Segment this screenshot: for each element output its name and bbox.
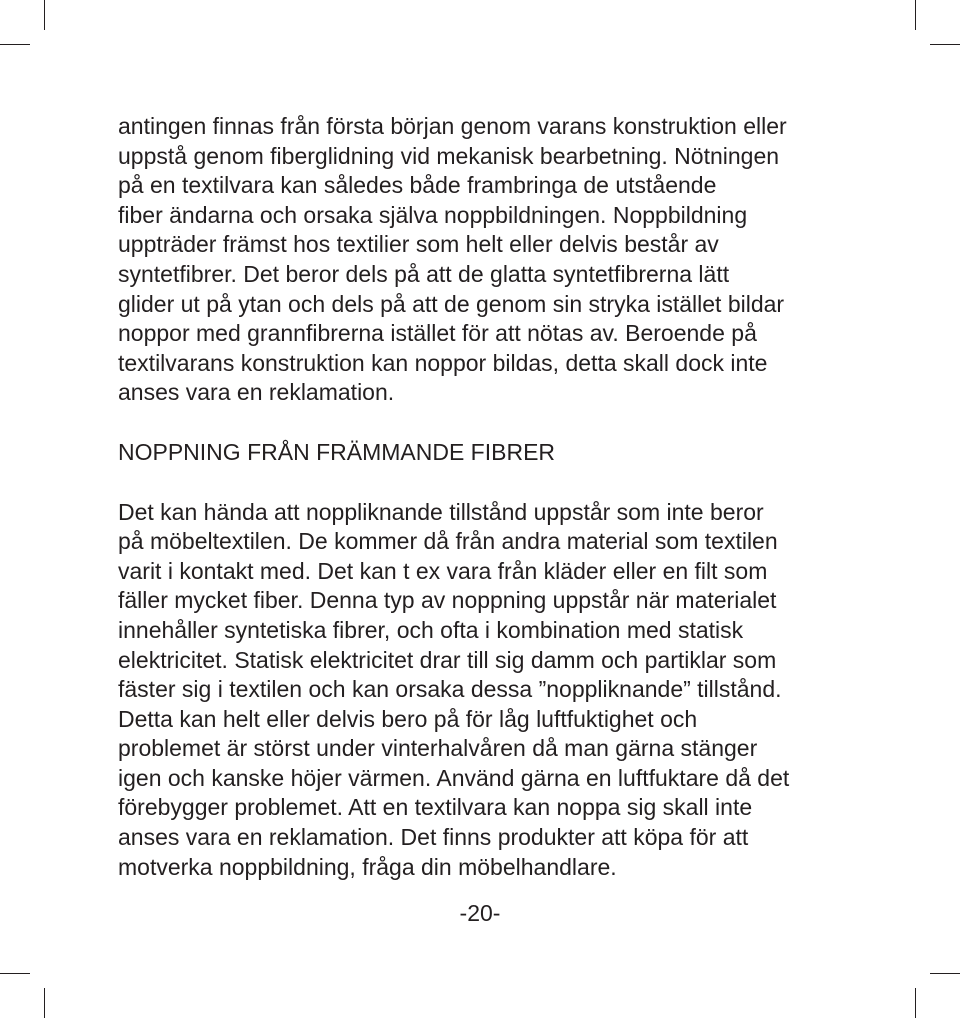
section-heading: NOPPNING FRÅN FRÄMMANDE FIBRER: [118, 438, 556, 465]
page-number: -20-: [459, 900, 501, 926]
crop-mark-bottom-left-horizontal: [0, 973, 30, 974]
crop-mark-top-left-vertical: [44, 0, 45, 30]
crop-mark-bottom-right-vertical: [915, 988, 916, 1018]
crop-mark-top-right-horizontal: [930, 44, 960, 45]
crop-mark-bottom-left-vertical: [44, 988, 45, 1018]
crop-mark-bottom-right-horizontal: [930, 973, 960, 974]
body-paragraph-1: antingen finnas från första början genom varans konstruktion eller uppstå genom fiberglidning vid mekanisk bearbetning. Nötningen på en textilvara kan således både frambringa de utstående fiber ändarna och orsaka själva noppbildningen. Noppbildning uppträder främst hos textilier som helt eller delvis består av syntetfibrer. Det beror dels på att de glatta syntetfibrerna lätt glider ut på ytan och dels på att de genom sin stryka istället bildar noppor med grannfibrerna istället för att nötas av. Beroende på textilvarans konstruktion kan noppor bildas, detta skall dock inte anses vara en reklamation.: [118, 113, 787, 406]
page-content: [118, 112, 848, 882]
body-paragraph-2: Det kan hända att noppliknande tillstånd uppstår som inte beror på möbeltextilen. De kommer då från andra material som textilen varit i kontakt med. Det kan t ex vara från kläder eller en filt som fäller mycket fiber. Denna typ av noppning uppstår när materialet innehåller syntetiska fibrer, och ofta i kombination med statisk elektricitet. Statisk elektricitet drar till sig damm och partiklar som fäster sig i textilen och kan orsaka dessa ”noppliknande” tillstånd. Detta kan helt eller delvis bero på för låg luftfuktighet och problemet är störst under vinterhalvåren då man gärna stänger igen och kanske höjer värmen. Använd gärna en luftfuktare då det förebygger problemet. Att en textilvara kan noppa sig skall inte anses vara en reklamation. Det finns produkter att köpa för att motverka noppbildning, fråga din möbelhandlare.: [118, 498, 790, 880]
crop-mark-top-right-vertical: [915, 0, 916, 30]
crop-mark-top-left-horizontal: [0, 44, 30, 45]
